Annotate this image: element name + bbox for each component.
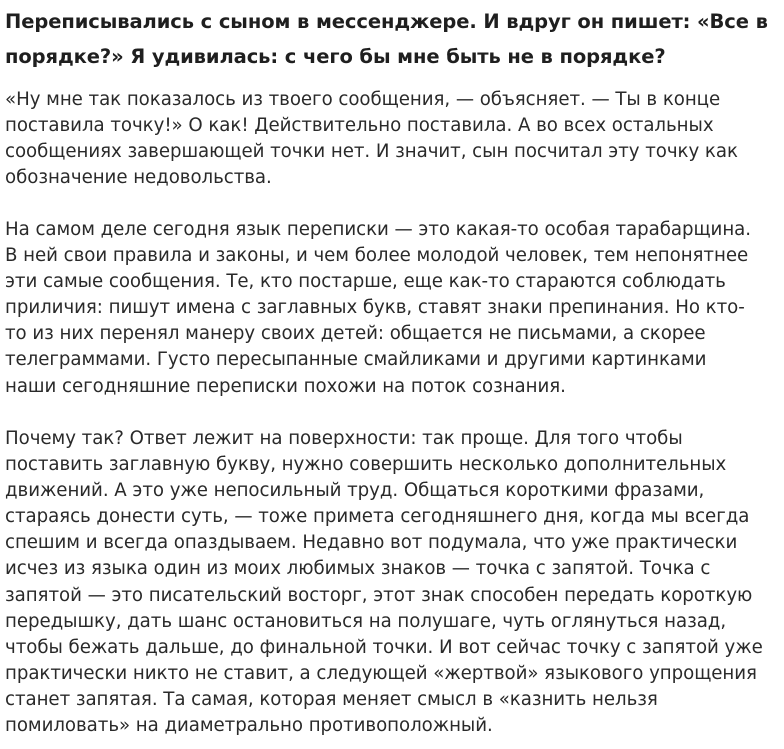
paragraph-line: «Ну мне так показалось из твоего сообщения, — объясняет. — Ты в конце [5, 89, 721, 110]
paragraph-line: Почему так? Ответ лежит на поверхности: так проще. Для того чтобы [5, 428, 683, 449]
paragraph-line: передышку, дать шанс остановиться на полушаге, чуть оглянуться назад, [5, 610, 727, 632]
paragraph-line: телеграммами. Густо пересыпанные смайликами и другими картинками [5, 349, 707, 371]
paragraph-line: В ней свои правила и законы, и чем более молодой человек, тем непонятнее [5, 245, 749, 267]
headline-line: порядке?» Я удивилась: с чего бы мне быть не в порядке? [5, 45, 666, 68]
paragraph-line: наши сегодняшние переписки похожи на поток сознания. [5, 375, 566, 397]
paragraph-3 [5, 426, 783, 739]
paragraph-line: движений. А это уже непосильный труд. Общаться короткими фразами, [5, 480, 705, 502]
paragraph-line: спешим и всегда опаздываем. Недавно вот подумала, что уже практически [5, 532, 738, 554]
paragraph-line: помиловать» на диаметрально противоположный. [5, 715, 493, 737]
paragraph-1 [5, 87, 781, 191]
paragraph-line: поставила точку!» О как! Действительно поставила. А во всех остальных [5, 115, 714, 137]
paragraph-line: запятой — это писательский восторг, этот знак способен передать короткую [5, 584, 753, 606]
paragraph-line: приличия: пишут имена с заглавных букв, ставят знаки препинания. Но кто- [5, 297, 745, 319]
paragraph-2 [5, 217, 783, 400]
paragraph-line: поставить заглавную букву, нужно совершить несколько дополнительных [5, 454, 727, 476]
paragraph-line: сообщениях завершающей точки нет. И значит, сын посчитал эту точку как [5, 141, 738, 163]
paragraph-line: эти самые сообщения. Те, кто постарше, еще как-то стараются соблюдать [5, 271, 726, 293]
paragraph-line: чтобы бежать дальше, до финальной точки. И вот сейчас точку с запятой уже [5, 636, 763, 658]
paragraph-line: то из них перенял манеру своих детей: общается не письмами, а скорее [5, 323, 706, 345]
paragraph-line: стараясь донести суть, — тоже примета сегодняшнего дня, когда мы всегда [5, 506, 750, 528]
paragraph-line: станет запятая. Та самая, которая меняет смысл в «казнить нельзя [5, 688, 658, 710]
headline-line: Переписывались с сыном в мессенджере. И вдруг он пишет: «Все в [5, 10, 768, 33]
paragraph-line: практически никто не ставит, а следующей «жертвой» языкового упрощения [5, 662, 757, 684]
article [5, 0, 784, 737]
paragraph-line: На самом деле сегодня язык переписки — это какая-то особая тарабарщина. [5, 219, 751, 240]
paragraph-line: исчез из языка один из моих любимых знаков — точка с запятой. Точка с [5, 558, 711, 580]
paragraph-line: обозначение недовольства. [5, 167, 272, 189]
article-headline [5, 0, 784, 74]
